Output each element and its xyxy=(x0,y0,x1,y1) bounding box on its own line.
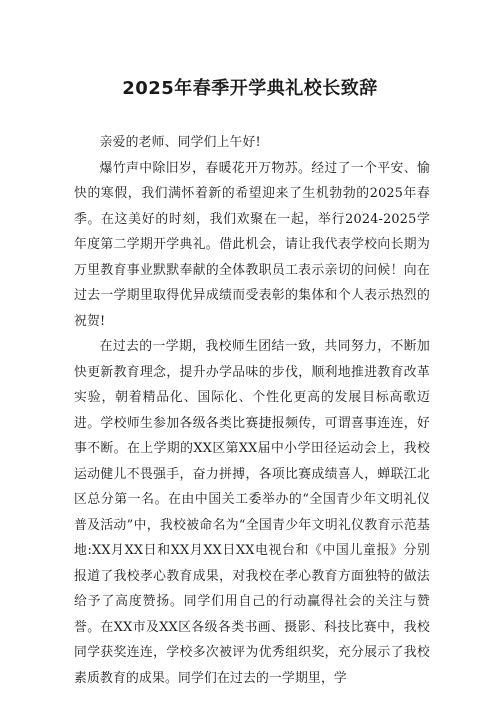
document-title: 2025年春季开学典礼校长致辞 xyxy=(122,78,378,99)
greeting-paragraph: 亲爱的老师、同学们上午好! xyxy=(99,135,261,150)
opening-paragraph: 爆竹声中除旧岁，春暖花开万物苏。经过了一个平安、愉快的寒假，我们满怀着新的希望迎来了生机勃勃的2025年春季。在这美好的时刻，我们欢聚在一起，举行2024-2025学年度第二学期开学典礼。借此机会，请让我代表学校向长期为万里教育事业默默奉献的全体教职员工表示亲切的问候！向在过去一学期里取得优异成绩而受表彰的集体和个人表示热烈的祝贺! xyxy=(74,160,430,329)
document-body xyxy=(74,130,430,691)
achievements-paragraph: 在过去的一学期，我校师生团结一致，共同努力，不断加快更新教育理念，提升办学品味的步伐，顺利地推进教育改革实验，朝着精品化、国际化、个性化更高的发展目标高歌迈进。学校师生参加各级各类比赛捷报频传，可谓喜事连连，好事不断。在上学期的XX区第XX届中小学田径运动会上，我校运动健儿不畏强手，奋力拼搏，各项比赛成绩喜人，蝉联江北区总分第一名。在由中国关工委举办的“全国青少年文明礼仪普及活动”中，我校被命名为“全国青少年文明礼仪教育示范基地:XX月XX日和XX月XX日XX电视台和《中国儿童报》分别报道了我校孝心教育成果，对我校在孝心教育方面独特的做法给予了高度赞扬。同学们用自己的行动赢得社会的关注与赞誉。在XX市及XX区各级各类书画、摄影、科技比赛中，我校同学获奖连连，学校多次被评为优秀组织奖，充分展示了我校素质教育的成果。同学们在过去的一学期里，学 xyxy=(74,339,430,686)
